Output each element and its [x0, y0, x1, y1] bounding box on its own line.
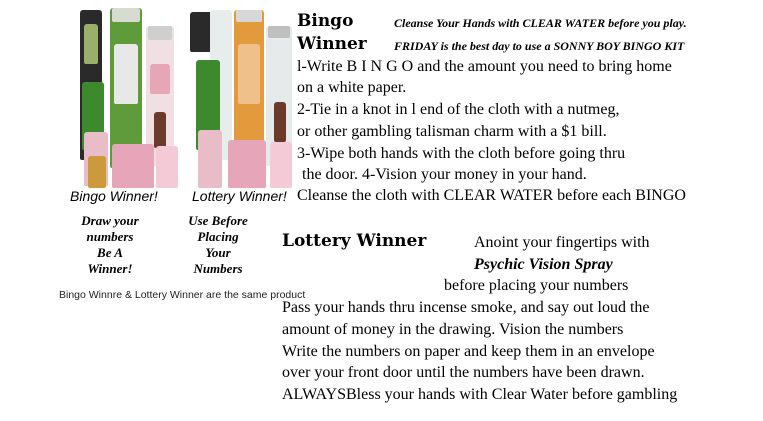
bingo-step-line: l-Write B I N G O and the amount you need to bring home	[297, 58, 672, 75]
bingo-step-line: on a white paper.	[297, 79, 407, 96]
lottery-subcaption	[178, 213, 258, 277]
same-product-note: Bingo Winnre & Lottery Winner are the same product	[59, 289, 306, 301]
bingo-sub-line: Draw your	[81, 213, 139, 228]
bingo-step-line: Cleanse the cloth with CLEAR WATER before each BINGO	[297, 187, 686, 204]
lottery-step-line: Write the numbers on paper and keep them in an envelope	[282, 343, 655, 360]
lottery-heading: Lottery Winner	[282, 231, 427, 251]
lottery-anoint-line: Anoint your fingertips with	[474, 234, 650, 251]
bingo-heading-2: Winner	[297, 34, 367, 54]
lottery-step-line: Pass your hands thru incense smoke, and say out loud the	[282, 299, 650, 316]
bingo-step-line: 2-Tie in a knot in l end of the cloth with a nutmeg,	[297, 101, 620, 118]
psychic-vision-spray: Psychic Vision Spray	[474, 256, 613, 273]
bingo-subcaption	[70, 213, 150, 277]
lottery-step-line: over your front door until the numbers have been drawn.	[282, 364, 645, 381]
lottery-sub-line: Use Before	[188, 213, 248, 228]
lottery-product-photo	[188, 4, 294, 188]
bingo-step-line: or other gambling talisman charm with a $1 bill.	[297, 123, 607, 140]
lottery-winner-caption: Lottery Winner!	[192, 188, 287, 204]
lottery-step-line: ALWAYSBless your hands with Clear Water before gambling	[282, 386, 678, 403]
bingo-step-line: 3-Wipe both hands with the cloth before going thru	[297, 145, 626, 162]
lottery-sub-line: Numbers	[193, 261, 243, 276]
bingo-heading: Bingo	[297, 11, 354, 31]
bingo-winner-caption: Bingo Winner!	[70, 188, 158, 204]
bingo-step-line: the door. 4-Vision your money in your hand.	[302, 166, 587, 183]
lottery-sub-line: Your	[205, 245, 231, 260]
bingo-sub-line: Be A	[97, 245, 123, 260]
lottery-step-line: amount of money in the drawing. Vision the numbers	[282, 321, 624, 338]
bingo-sub-line: numbers	[86, 229, 134, 244]
bingo-product-photo	[76, 4, 182, 188]
bingo-sub-line: Winner!	[87, 261, 133, 276]
lottery-before-line: before placing your numbers	[444, 277, 629, 294]
bingo-italic-note-1: Cleanse Your Hands with CLEAR WATER before you play.	[394, 16, 687, 30]
bingo-italic-note-2: FRIDAY is the best day to use a SONNY BOY BINGO KIT	[394, 39, 685, 53]
lottery-sub-line: Placing	[197, 229, 239, 244]
